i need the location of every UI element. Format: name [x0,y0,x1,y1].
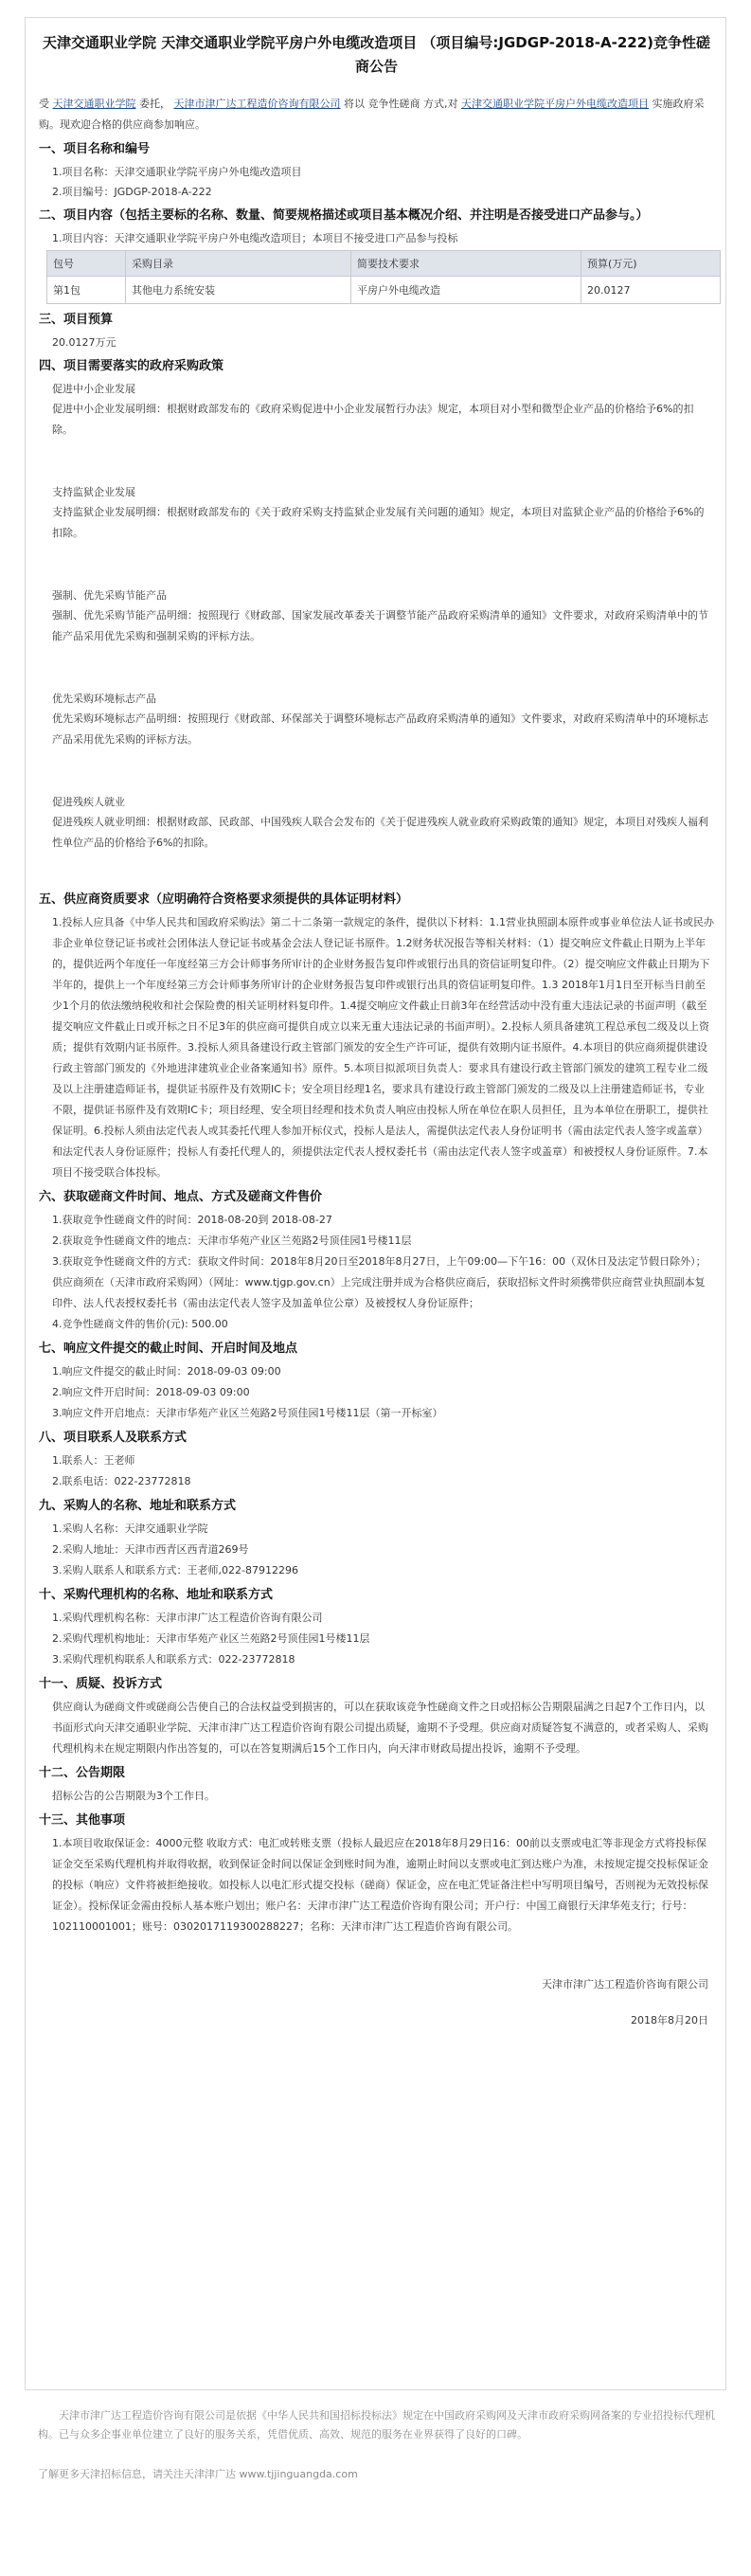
col-lot: 包号 [47,251,126,277]
doc-time: 1.获取竞争性磋商文件的时间：2018-08-20到 2018-08-27 [52,1214,332,1226]
col-requirement: 简要技术要求 [351,251,581,277]
policy-body: 支持监狱企业发展明细：根据财政部发布的《关于政府采购支持监狱企业发展有关问题的通知》规定，本项目对监狱企业产品的价格给予6%的扣除。 [52,506,705,539]
notice-page [25,17,726,2390]
purchaser-link[interactable]: 天津交通职业学院 [52,98,136,110]
policy-body: 促进残疾人就业明细：根据财政部、民政部、中国残疾人联合会发布的《关于促进残疾人就业政府采购政策的通知》规定，本项目对残疾人福利性单位产品的价格给予6%的扣除。 [52,816,708,849]
agency-name: 1.采购代理机构名称：天津市津广达工程造价咨询有限公司 [52,1612,323,1624]
col-budget: 预算(万元) [581,251,721,277]
project-content: 1.项目内容：天津交通职业学院平房户外电缆改造项目；本项目不接受进口产品参与投标 [52,232,458,244]
agency-link[interactable]: 天津市津广达工程造价咨询有限公司 [173,98,341,110]
lot-table [46,250,721,304]
section-heading-10: 十、采购代理机构的名称、地址和联系方式 [39,1588,274,1602]
col-catalog: 采购目录 [126,251,351,277]
agency-address: 2.采购代理机构地址：天津市华苑产业区兰苑路2号顶佳园1号楼11层 [52,1632,370,1645]
policy-body: 促进中小企业发展明细：根据财政部发布的《政府采购促进中小企业发展暂行办法》规定，本项目对小型和微型企业产品的价格给予6%的扣除。 [52,403,694,436]
open-place: 3.响应文件开启地点：天津市华苑产业区兰苑路2号顶佳园1号楼11层（第一开标室） [52,1407,443,1419]
contact-person: 1.联系人：王老师 [52,1454,135,1467]
doc-price: 4.竞争性磋商文件的售价(元): 500.00 [52,1318,228,1330]
section-heading-8: 八、项目联系人及联系方式 [39,1431,188,1445]
policy-title: 促进中小企业发展 [52,383,135,395]
company-note: 天津市津广达工程造价咨询有限公司是依据《中华人民共和国招标投标法》规定在中国政府采购网及天津市政府采购网备案的专业招投标代理机构。已与众多企事业单位建立了良好的服务关系，凭借优质、高效、规范的服务在业界获得了良好的口碑。 [38,2409,715,2441]
other-matters: 1.本项目收取保证金：4000元整 收取方式：电汇或转账支票（投标人最迟应在2018年8月29日16：00前以支票或电汇等非现金方式将投标保证金交至采购代理机构并取得收据，收到保证金时间以保证金到账时间为准，逾期止时间以支票或电汇到达账户为准，未按规定提交投标保证金的投标（响应）文件将被拒绝接收。如投标人以电汇形式提交投标（磋商）保证金，应在电汇凭证备注栏中写明项目编号，否则视为无效投标保证金）。投标保证金需由投标人基本账户划出；账户名：天津市津广达工程造价咨询有限公司；开户行：中国工商银行天津华苑支行；行号：102110001001；账号：0302017119300288227；名称：天津市津广达工程造价咨询有限公司。 [52,1837,708,1933]
section-heading-5: 五、供应商资质要求（应明确符合资格要求须提供的具体证明材料） [39,892,409,907]
cell-lot: 第1包 [47,277,126,304]
section-heading-9: 九、采购人的名称、地址和联系方式 [39,1499,237,1513]
open-time: 2.响应文件开启时间：2018-09-03 09:00 [52,1386,250,1398]
doc-method: 3.获取竞争性磋商文件的方式：获取文件时间：2018年8月20日至2018年8月27日，上午09:00—下午16：00（双休日及法定节假日除外）；供应商须在（天津市政府采购网）（网址：www.tjgp.gov.cn）上完成注册并成为合格供应商后，获取招标文件时须携带供应商营业执照副本复印件、法人代表授权委托书（需由法定代表人签字及加盖单位公章）及被授权人身份证原件； [52,1255,706,1309]
project-link[interactable]: 天津交通职业学院平房户外电缆改造项目 [460,98,649,110]
complaint-method: 供应商认为磋商文件或磋商公告使自己的合法权益受到损害的，可以在获取该竞争性磋商文件之日或招标公告期限届满之日起7个工作日内，以书面形式向天津交通职业学院、天津市津广达工程造价咨询有限公司提出质疑，逾期不予受理。供应商对质疑答复不满意的，或者采购人、采购代理机构未在规定期限内作出答复的，可以在答复期满后15个工作日内，向天津市财政局提出投诉，逾期不予受理。 [52,1701,708,1755]
cell-requirement: 平房户外电缆改造 [351,277,581,304]
policy-title: 优先采购环境标志产品 [52,693,156,705]
cell-budget: 20.0127 [581,277,721,304]
policy-title: 促进残疾人就业 [52,796,125,808]
policy-body: 强制、优先采购节能产品明细：按照现行《财政部、国家发展改革委关于调整节能产品政府采购清单的通知》文件要求，对政府采购清单中的节能产品采用优先采购和强制采购的评标方法。 [52,609,708,642]
section-heading-1: 一、项目名称和编号 [39,142,151,156]
section-heading-2: 二、项目内容（包括主要标的名称、数量、简要规格描述或项目基本概况介绍、并注明是否接受进口产品参与。） [39,208,649,223]
qualification-requirements: 1.投标人应具备《中华人民共和国政府采购法》第二十二条第一款规定的条件，提供以下材料：1.1营业执照副本原件或事业单位法人证书或民办非企业单位登记证书或社会团体法人登记证书或基金会法人登记证书原件。1.2财务状况报告等相关材料：（1）提交响应文件截止日期为上半年的，提供近两个年度任一年度经第三方会计师事务所审计的企业财务报告复印件或银行出具的资信证明复印件。（2）提交响应文件截止日期为下半年的，提供上一个年度经第三方会计师事务所审计的企业财务报告复印件或银行出具的资信证明复印件。1.3 2018年1月1日至开标当日前至少1个月的依法缴纳税收和社会保险费的相关证明材料复印件。1.4提交响应文件截止日前3年在经营活动中没有重大违法记录的书面声明（截至提交响应文件截止日或开标之日不足3年的供应商可提供自成立以来无重大违法记录的书面声明）。2.投标人须具备建筑工程总承包二级及以上资质；提供有效期内证书原件。3.投标人须具备建设行政主管部门颁发的安全生产许可证，提供有效期内证书原件。4.本项目的供应商须提供建设行政主管部门颁发的《外地进津建筑业企业备案通知书》原件。5.本项目拟派项目负责人：要求具有建设行政主管部门颁发的建筑工程专业二级及以上注册建造师证书，提供证书原件及有效期IC卡；安全项目经理1名，要求具有建设行政主管部门颁发的二级及以上注册建造师证书，专业不限，提供证书原件及有效期IC卡；项目经理、安全项目经理和技术负责人响应由投标人所在单位在职人员担任，且为本单位在册职工，提供社保证明。6.投标人须由法定代表人或其委托代理人参加开标仪式，投标人是法人，需提供法定代表人身份证明书（需由法定代表人签字或盖章）和法定代表人身份证原件；投标人有委托代理人的，须提供法定代表人授权委托书（需由法定代表人签字或盖章）和被授权人身份证原件。7.本项目不接受联合体投标。 [52,916,714,1179]
purchaser-address: 2.采购人地址：天津市西青区西青道269号 [52,1543,249,1556]
follow-line: 了解更多天津招标信息，请关注天津津广达 www.tjjinguangda.com [38,2468,358,2480]
project-name: 1.项目名称：天津交通职业学院平房户外电缆改造项目 [52,166,302,178]
section-heading-3: 三、项目预算 [39,313,114,327]
doc-place: 2.获取竞争性磋商文件的地点：天津市华苑产业区兰苑路2号顶佳园1号楼11层 [52,1234,412,1247]
lot-table-header [47,251,721,277]
contact-phone: 2.联系电话：022-23772818 [52,1475,191,1487]
section-heading-6: 六、获取磋商文件时间、地点、方式及磋商文件售价 [39,1190,323,1204]
policy-title: 支持监狱企业发展 [52,486,135,498]
section-heading-7: 七、响应文件提交的截止时间、开启时间及地点 [39,1342,298,1356]
notice-title: 天津交通职业学院 天津交通职业学院平房户外电缆改造项目 （项目编号:JGDGP-2018-A-222)竞争性磋商公告 [42,34,711,75]
submit-deadline: 1.响应文件提交的截止时间：2018-09-03 09:00 [52,1365,281,1378]
policy-title: 强制、优先采购节能产品 [52,589,167,602]
site-footer [25,2406,726,2484]
signature-date: 2018年8月20日 [631,2014,708,2027]
notice-intro: 受 天津交通职业学院 委托， 天津市津广达工程造价咨询有限公司 将以 竞争性磋商 方式,对 天津交通职业学院平房户外电缆改造项目 实施政府采购。现欢迎合格的供应商参加响应。 [39,98,705,131]
project-number: 2.项目编号：JGDGP-2018-A-222 [52,186,212,198]
cell-catalog: 其他电力系统安装 [126,277,351,304]
signature-org: 天津市津广达工程造价咨询有限公司 [542,1978,708,1991]
purchaser-contact: 3.采购人联系人和联系方式：王老师,022-87912296 [52,1564,298,1576]
section-heading-12: 十二、公告期限 [39,1766,126,1780]
budget-value: 20.0127万元 [52,336,116,349]
section-heading-11: 十一、质疑、投诉方式 [39,1677,163,1691]
section-heading-4: 四、项目需要落实的政府采购政策 [39,359,224,373]
table-row [47,277,721,304]
policy-body: 优先采购环境标志产品明细：按照现行《财政部、环保部关于调整环境标志产品政府采购清单的通知》文件要求，对政府采购清单中的环境标志产品采用优先采购的评标方法。 [52,712,708,746]
website-link[interactable]: www.tjjinguangda.com [239,2468,358,2480]
agency-contact: 3.采购代理机构联系人和联系方式：022-23772818 [52,1653,295,1666]
section-heading-13: 十三、其他事项 [39,1813,126,1828]
purchaser-name: 1.采购人名称：天津交通职业学院 [52,1522,208,1535]
notice-period: 招标公告的公告期限为3个工作日。 [52,1790,215,1802]
